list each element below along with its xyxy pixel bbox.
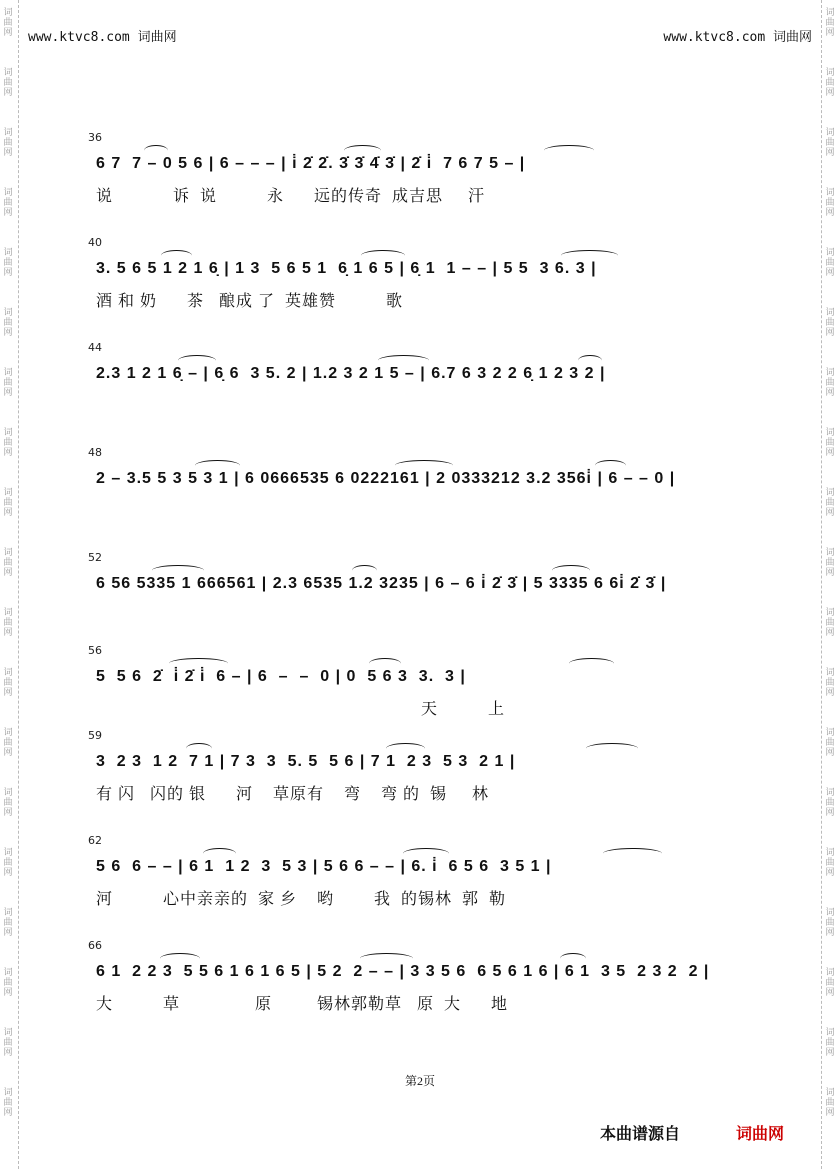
slur-arc bbox=[369, 658, 401, 669]
lyrics-line: 酒 和 奶 茶 酿成 了 英雄赞 歌 bbox=[96, 293, 404, 310]
score-system bbox=[84, 131, 756, 215]
score-system bbox=[84, 644, 756, 728]
slur-arc bbox=[603, 848, 662, 859]
slur-arc bbox=[378, 355, 429, 366]
watermark-mark: 词 曲 网 bbox=[825, 308, 835, 338]
watermark-mark: 词 曲 网 bbox=[825, 248, 835, 278]
slur-arc bbox=[344, 145, 381, 156]
watermark-mark: 词 曲 网 bbox=[825, 608, 835, 638]
watermark-mark: 词 曲 网 bbox=[3, 608, 13, 638]
slur-arc bbox=[160, 953, 200, 964]
watermark-mark: 词 曲 网 bbox=[3, 68, 13, 98]
watermark-mark: 词 曲 网 bbox=[3, 428, 13, 458]
watermark-mark: 词 曲 网 bbox=[3, 968, 13, 998]
watermark-mark: 词 曲 网 bbox=[3, 128, 13, 158]
slur-arc bbox=[560, 953, 586, 964]
notation-line: 6 1 2 2 3 5 5 6 1 6 1 6 5 | 5 2 2 – – | 3 3 5 6 6 5 6 1 6 | 6 1 3 5 2 3 2 2 | bbox=[96, 963, 710, 980]
slur-arc bbox=[569, 658, 614, 669]
watermark-mark: 词 曲 网 bbox=[825, 428, 835, 458]
slur-arc bbox=[595, 460, 626, 471]
notation-line: 6 7 7 – 0 5 6 | 6 – – – | i̇ 2̇ 2̇. 3̇ 3̇ 4̇ 3̇ | 2̇ i̇ 7 6 7 5 – | bbox=[96, 155, 526, 172]
slur-arc bbox=[395, 460, 453, 471]
measure-number: 62 bbox=[88, 834, 102, 847]
watermark-mark: 词 曲 网 bbox=[825, 968, 835, 998]
lyrics-line: 说 诉 说 永 远的传奇 成吉思 汗 bbox=[96, 188, 486, 205]
watermark-mark: 词 曲 网 bbox=[3, 908, 13, 938]
slur-arc bbox=[352, 565, 377, 576]
watermark-mark: 词 曲 网 bbox=[825, 788, 835, 818]
score-system bbox=[84, 729, 756, 813]
notation-line: 3. 5 6 5 1 2 1 6̣ | 1 3 5 6 5 1 6̣ 1 6 5 | 6̣ 1 1 – – | 5 5 3 6. 3 | bbox=[96, 260, 597, 277]
watermark-mark: 词 曲 网 bbox=[825, 368, 835, 398]
measure-number: 44 bbox=[88, 341, 102, 354]
slur-arc bbox=[544, 145, 594, 156]
source-brand[interactable]: 词曲网 bbox=[736, 1126, 785, 1143]
watermark-mark: 词 曲 网 bbox=[825, 1088, 835, 1118]
page-number: 第2页 bbox=[404, 1074, 435, 1088]
measure-number: 52 bbox=[88, 551, 102, 564]
measure-number: 40 bbox=[88, 236, 102, 249]
watermark-mark: 词 曲 网 bbox=[825, 548, 835, 578]
slur-arc bbox=[203, 848, 236, 859]
watermark-mark: 词 曲 网 bbox=[825, 908, 835, 938]
notation-line: 6 56 5335 1 666561 | 2.3 6535 1.2 3235 | 6 – 6 i̇ 2̇ 3̇ | 5 3335 6 6i̇ 2̇ 3̇ | bbox=[96, 575, 667, 592]
measure-number: 66 bbox=[88, 939, 102, 952]
watermark-mark: 词 曲 网 bbox=[3, 368, 13, 398]
lyrics-line: 河 心中亲亲的 家 乡 哟 我 的锡林 郭 勒 bbox=[96, 891, 507, 908]
header-left-url[interactable]: www.ktvc8.com 词曲网 bbox=[28, 30, 177, 45]
score-system bbox=[84, 341, 756, 425]
slur-arc bbox=[360, 953, 413, 964]
watermark-mark: 词 曲 网 bbox=[3, 668, 13, 698]
slur-arc bbox=[178, 355, 216, 366]
source-credit bbox=[600, 1121, 784, 1144]
measure-number: 36 bbox=[88, 131, 102, 144]
lyrics-line: 大 草 原 锡林郭勒草 原 大 地 bbox=[96, 996, 509, 1013]
slur-arc bbox=[195, 460, 240, 471]
slur-arc bbox=[169, 658, 228, 669]
score-system bbox=[84, 446, 756, 530]
score-system bbox=[84, 939, 756, 1023]
slur-arc bbox=[152, 565, 204, 576]
score-system bbox=[84, 236, 756, 320]
watermark-mark: 词 曲 网 bbox=[3, 308, 13, 338]
slur-arc bbox=[161, 250, 192, 261]
slur-arc bbox=[144, 145, 168, 156]
watermark-mark: 词 曲 网 bbox=[825, 188, 835, 218]
watermark-mark: 词 曲 网 bbox=[3, 248, 13, 278]
notation-line: 2 – 3.5 5 3 5 3 1 | 6 0666535 6 0222161 | 2 0333212 3.2 356i̇ | 6 – – 0 | bbox=[96, 470, 676, 487]
watermark-mark: 词 曲 网 bbox=[825, 1028, 835, 1058]
slur-arc bbox=[403, 848, 449, 859]
notation-line: 5 5 6 2̇ i̇ 2̇ i̇ 6 – | 6 – – 0 | 0 5 6 3 3. 3 | bbox=[96, 668, 466, 685]
watermark-mark: 词 曲 网 bbox=[825, 668, 835, 698]
watermark-mark: 词 曲 网 bbox=[3, 788, 13, 818]
notation-line: 5 6 6 – – | 6 1 1 2 3 5 3 | 5 6 6 – – | 6. i̇ 6 5 6 3 5 1 | bbox=[96, 858, 552, 875]
watermark-mark: 词 曲 网 bbox=[825, 728, 835, 758]
lyrics-line: 天 上 bbox=[96, 701, 506, 718]
measure-number: 48 bbox=[88, 446, 102, 459]
slur-arc bbox=[361, 250, 405, 261]
measure-number: 59 bbox=[88, 729, 102, 742]
watermark-mark: 词 曲 网 bbox=[3, 1088, 13, 1118]
slur-arc bbox=[552, 565, 590, 576]
watermark-mark: 词 曲 网 bbox=[3, 1028, 13, 1058]
slur-arc bbox=[386, 743, 425, 754]
watermark-mark: 词 曲 网 bbox=[3, 728, 13, 758]
lyrics-line: 有 闪 闪的 银 河 草原有 弯 弯 的 锡 林 bbox=[96, 786, 490, 803]
slur-arc bbox=[186, 743, 212, 754]
source-label: 本曲谱源自 bbox=[600, 1126, 681, 1143]
slur-arc bbox=[578, 355, 602, 366]
slur-arc bbox=[586, 743, 638, 754]
notation-line: 2.3 1 2 1 6̣ – | 6̣ 6 3 5. 2 | 1.2 3 2 1 5 – | 6.7 6 3 2 2 6̣ 1 2 3 2 | bbox=[96, 365, 606, 382]
watermark-mark: 词 曲 网 bbox=[3, 488, 13, 518]
watermark-mark: 词 曲 网 bbox=[3, 8, 13, 38]
watermark-mark: 词 曲 网 bbox=[3, 548, 13, 578]
header-right-url[interactable]: www.ktvc8.com 词曲网 bbox=[663, 30, 812, 45]
watermark-mark: 词 曲 网 bbox=[825, 488, 835, 518]
measure-number: 56 bbox=[88, 644, 102, 657]
left-watermark-strip bbox=[0, 0, 19, 1169]
score-system bbox=[84, 551, 756, 635]
score-system bbox=[84, 834, 756, 918]
watermark-mark: 词 曲 网 bbox=[825, 68, 835, 98]
watermark-mark: 词 曲 网 bbox=[3, 188, 13, 218]
watermark-mark: 词 曲 网 bbox=[825, 8, 835, 38]
watermark-mark: 词 曲 网 bbox=[825, 848, 835, 878]
notation-line: 3 2 3 1 2 7 1 | 7 3 3 5. 5 5 6 | 7 1 2 3 5 3 2 1 | bbox=[96, 753, 516, 770]
watermark-mark: 词 曲 网 bbox=[825, 128, 835, 158]
slur-arc bbox=[561, 250, 618, 261]
right-watermark-strip bbox=[821, 0, 840, 1169]
watermark-mark: 词 曲 网 bbox=[3, 848, 13, 878]
